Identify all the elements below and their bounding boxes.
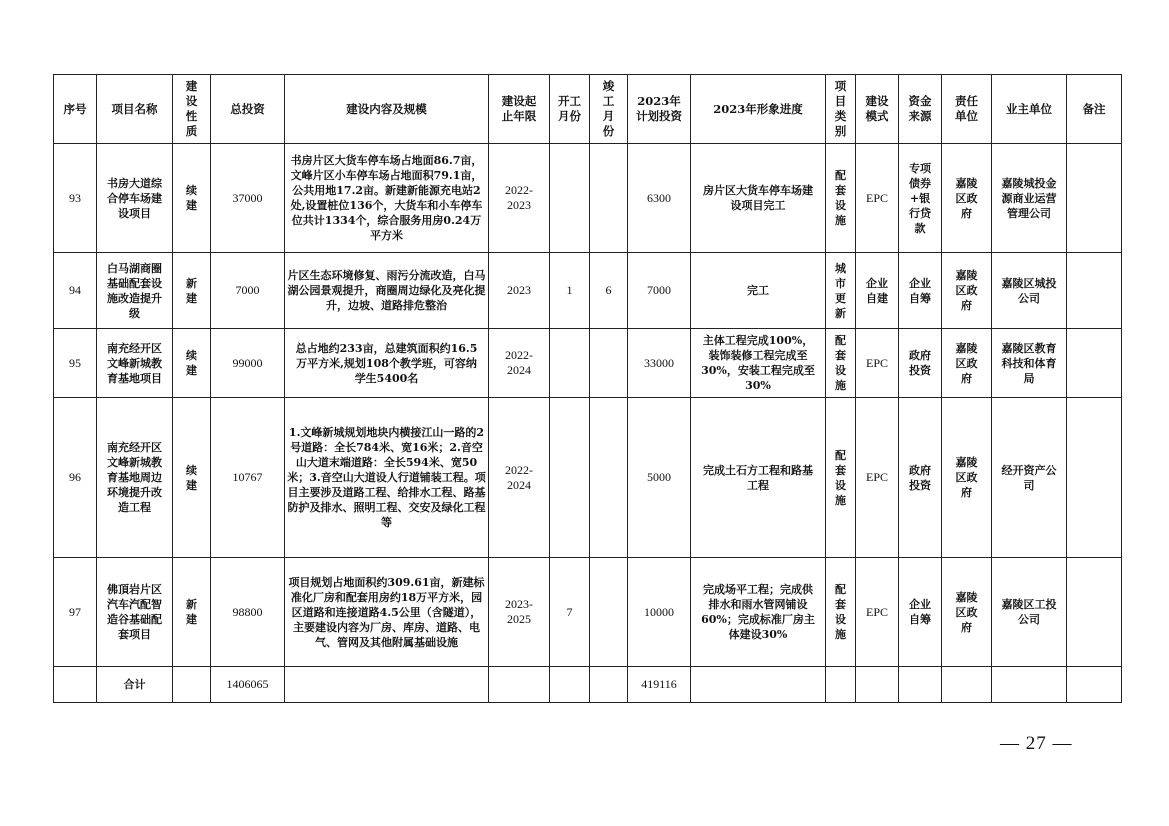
cell-fund: 政府投资 xyxy=(899,329,942,398)
cell-name: 南充经开区文峰新城教育基地项目 xyxy=(97,329,173,398)
project-table xyxy=(53,74,1122,703)
cell-empty xyxy=(992,667,1067,703)
cell-plan: 5000 xyxy=(628,398,691,558)
cell-note xyxy=(1067,253,1122,329)
header-no: 序号 xyxy=(54,75,97,144)
cell-note xyxy=(1067,398,1122,558)
cell-content: 项目规划占地面积约309.61亩，新建标准化厂房和配套用房约18万平方米，园区道路和连接道路4.5公里（含隧道），主要建设内容为厂房、库房、道路、电气、管网及其他附属基础设施 xyxy=(285,558,489,667)
cell-note xyxy=(1067,144,1122,253)
cell-mode: EPC xyxy=(856,144,899,253)
table-row xyxy=(54,253,1122,329)
cell-finish xyxy=(590,398,628,558)
cell-no: 96 xyxy=(54,398,97,558)
cell-empty xyxy=(826,667,856,703)
header-progress: 2023年形象进度 xyxy=(691,75,826,144)
cell-content: 1.文峰新城规划地块内横接江山一路的2号道路：全长784米、宽16米；2.音空山大道末端道路：全长594米、宽50米；3.音空山大道设人行道铺装工程。项目主要涉及道路工程、给排水工程、路基防护及排水、照明工程、交安及绿化工程等 xyxy=(285,398,489,558)
header-name: 项目名称 xyxy=(97,75,173,144)
header-total: 总投资 xyxy=(211,75,285,144)
cell-total: 98800 xyxy=(211,558,285,667)
cell-fund: 企业自筹 xyxy=(899,558,942,667)
table-row xyxy=(54,398,1122,558)
cell-no: 94 xyxy=(54,253,97,329)
header-category: 项目类别 xyxy=(826,75,856,144)
cell-note xyxy=(1067,329,1122,398)
header-row xyxy=(54,75,1122,144)
cell-fund: 企业自筹 xyxy=(899,253,942,329)
cell-empty xyxy=(691,667,826,703)
total-investment: 1406065 xyxy=(211,667,285,703)
header-period: 建设起止年限 xyxy=(489,75,550,144)
cell-mode: EPC xyxy=(856,558,899,667)
header-fund: 资金来源 xyxy=(899,75,942,144)
cell-resp: 嘉陵区政府 xyxy=(942,144,992,253)
cell-total: 7000 xyxy=(211,253,285,329)
cell-start xyxy=(550,398,590,558)
cell-category: 配套设施 xyxy=(826,144,856,253)
cell-fund: 专项债券+银行贷款 xyxy=(899,144,942,253)
cell-category: 配套设施 xyxy=(826,329,856,398)
cell-progress: 完工 xyxy=(691,253,826,329)
cell-finish xyxy=(590,558,628,667)
header-mode: 建设模式 xyxy=(856,75,899,144)
cell-progress: 完成土石方工程和路基工程 xyxy=(691,398,826,558)
cell-content: 片区生态环境修复、雨污分流改造，白马湖公园景观提升，商圈周边绿化及亮化提升，边坡、道路排危整治 xyxy=(285,253,489,329)
total-plan-investment: 419116 xyxy=(628,667,691,703)
cell-category: 配套设施 xyxy=(826,398,856,558)
cell-mode: 企业自建 xyxy=(856,253,899,329)
cell-finish: 6 xyxy=(590,253,628,329)
header-plan: 2023年计划投资 xyxy=(628,75,691,144)
header-owner: 业主单位 xyxy=(992,75,1067,144)
cell-content: 书房片区大货车停车场占地面86.7亩，文峰片区小车停车场占地面积79.1亩，公共用地17.2亩。新建新能源充电站2处,设置桩位136个，大货车和小车停车位共计1334个，综合服务用房0.24万平方米 xyxy=(285,144,489,253)
cell-progress: 完成场平工程；完成供排水和雨水管网铺设60%；完成标准厂房主体建设30% xyxy=(691,558,826,667)
cell-finish xyxy=(590,144,628,253)
table-row xyxy=(54,144,1122,253)
cell-mode: EPC xyxy=(856,329,899,398)
cell-nature: 续建 xyxy=(173,329,211,398)
total-row xyxy=(54,667,1122,703)
cell-fund: 政府投资 xyxy=(899,398,942,558)
cell-empty xyxy=(590,667,628,703)
cell-owner: 嘉陵城投金源商业运营管理公司 xyxy=(992,144,1067,253)
cell-category: 城市更新 xyxy=(826,253,856,329)
cell-category: 配套设施 xyxy=(826,558,856,667)
cell-resp: 嘉陵区政府 xyxy=(942,329,992,398)
cell-period: 2022-2024 xyxy=(489,398,550,558)
cell-resp: 嘉陵区政府 xyxy=(942,253,992,329)
cell-resp: 嘉陵区政府 xyxy=(942,398,992,558)
page-number: — 27 — xyxy=(1000,733,1073,754)
cell-period: 2022-2023 xyxy=(489,144,550,253)
cell-no: 93 xyxy=(54,144,97,253)
cell-total: 99000 xyxy=(211,329,285,398)
cell-total: 10767 xyxy=(211,398,285,558)
cell-no: 97 xyxy=(54,558,97,667)
cell-owner: 嘉陵区城投公司 xyxy=(992,253,1067,329)
cell-empty xyxy=(54,667,97,703)
cell-note xyxy=(1067,558,1122,667)
cell-mode: EPC xyxy=(856,398,899,558)
cell-nature: 新建 xyxy=(173,253,211,329)
cell-empty xyxy=(899,667,942,703)
cell-start: 1 xyxy=(550,253,590,329)
cell-empty xyxy=(942,667,992,703)
cell-name: 佛頂岩片区汽车汽配智造谷基础配套项目 xyxy=(97,558,173,667)
header-finish: 竣工月份 xyxy=(590,75,628,144)
cell-nature: 新建 xyxy=(173,558,211,667)
header-start: 开工月份 xyxy=(550,75,590,144)
cell-period: 2023-2025 xyxy=(489,558,550,667)
cell-no: 95 xyxy=(54,329,97,398)
cell-nature: 续建 xyxy=(173,144,211,253)
header-nature: 建设性质 xyxy=(173,75,211,144)
cell-name: 白马湖商圈基础配套设施改造提升级 xyxy=(97,253,173,329)
cell-nature: 续建 xyxy=(173,398,211,558)
cell-empty xyxy=(856,667,899,703)
table-row xyxy=(54,558,1122,667)
cell-content: 总占地约233亩，总建筑面积约16.5万平方米,规划108个教学班，可容纳学生5400名 xyxy=(285,329,489,398)
cell-owner: 嘉陵区教育科技和体育局 xyxy=(992,329,1067,398)
cell-empty xyxy=(173,667,211,703)
cell-finish xyxy=(590,329,628,398)
cell-owner: 经开资产公司 xyxy=(992,398,1067,558)
cell-plan: 7000 xyxy=(628,253,691,329)
cell-name: 书房大道综合停车场建设项目 xyxy=(97,144,173,253)
cell-plan: 10000 xyxy=(628,558,691,667)
cell-resp: 嘉陵区政府 xyxy=(942,558,992,667)
cell-start xyxy=(550,329,590,398)
cell-progress: 房片区大货车停车场建设项目完工 xyxy=(691,144,826,253)
cell-total: 37000 xyxy=(211,144,285,253)
header-note: 备注 xyxy=(1067,75,1122,144)
cell-plan: 33000 xyxy=(628,329,691,398)
cell-owner: 嘉陵区工投公司 xyxy=(992,558,1067,667)
cell-empty xyxy=(285,667,489,703)
cell-start xyxy=(550,144,590,253)
cell-empty xyxy=(550,667,590,703)
table-row xyxy=(54,329,1122,398)
cell-name: 南充经开区文峰新城教育基地周边环境提升改造工程 xyxy=(97,398,173,558)
cell-period: 2023 xyxy=(489,253,550,329)
cell-plan: 6300 xyxy=(628,144,691,253)
cell-progress: 主体工程完成100%，装饰装修工程完成至30%，安装工程完成至30% xyxy=(691,329,826,398)
total-label: 合计 xyxy=(97,667,173,703)
cell-empty xyxy=(1067,667,1122,703)
cell-empty xyxy=(489,667,550,703)
cell-period: 2022-2024 xyxy=(489,329,550,398)
cell-start: 7 xyxy=(550,558,590,667)
header-content: 建设内容及规模 xyxy=(285,75,489,144)
header-resp: 责任单位 xyxy=(942,75,992,144)
